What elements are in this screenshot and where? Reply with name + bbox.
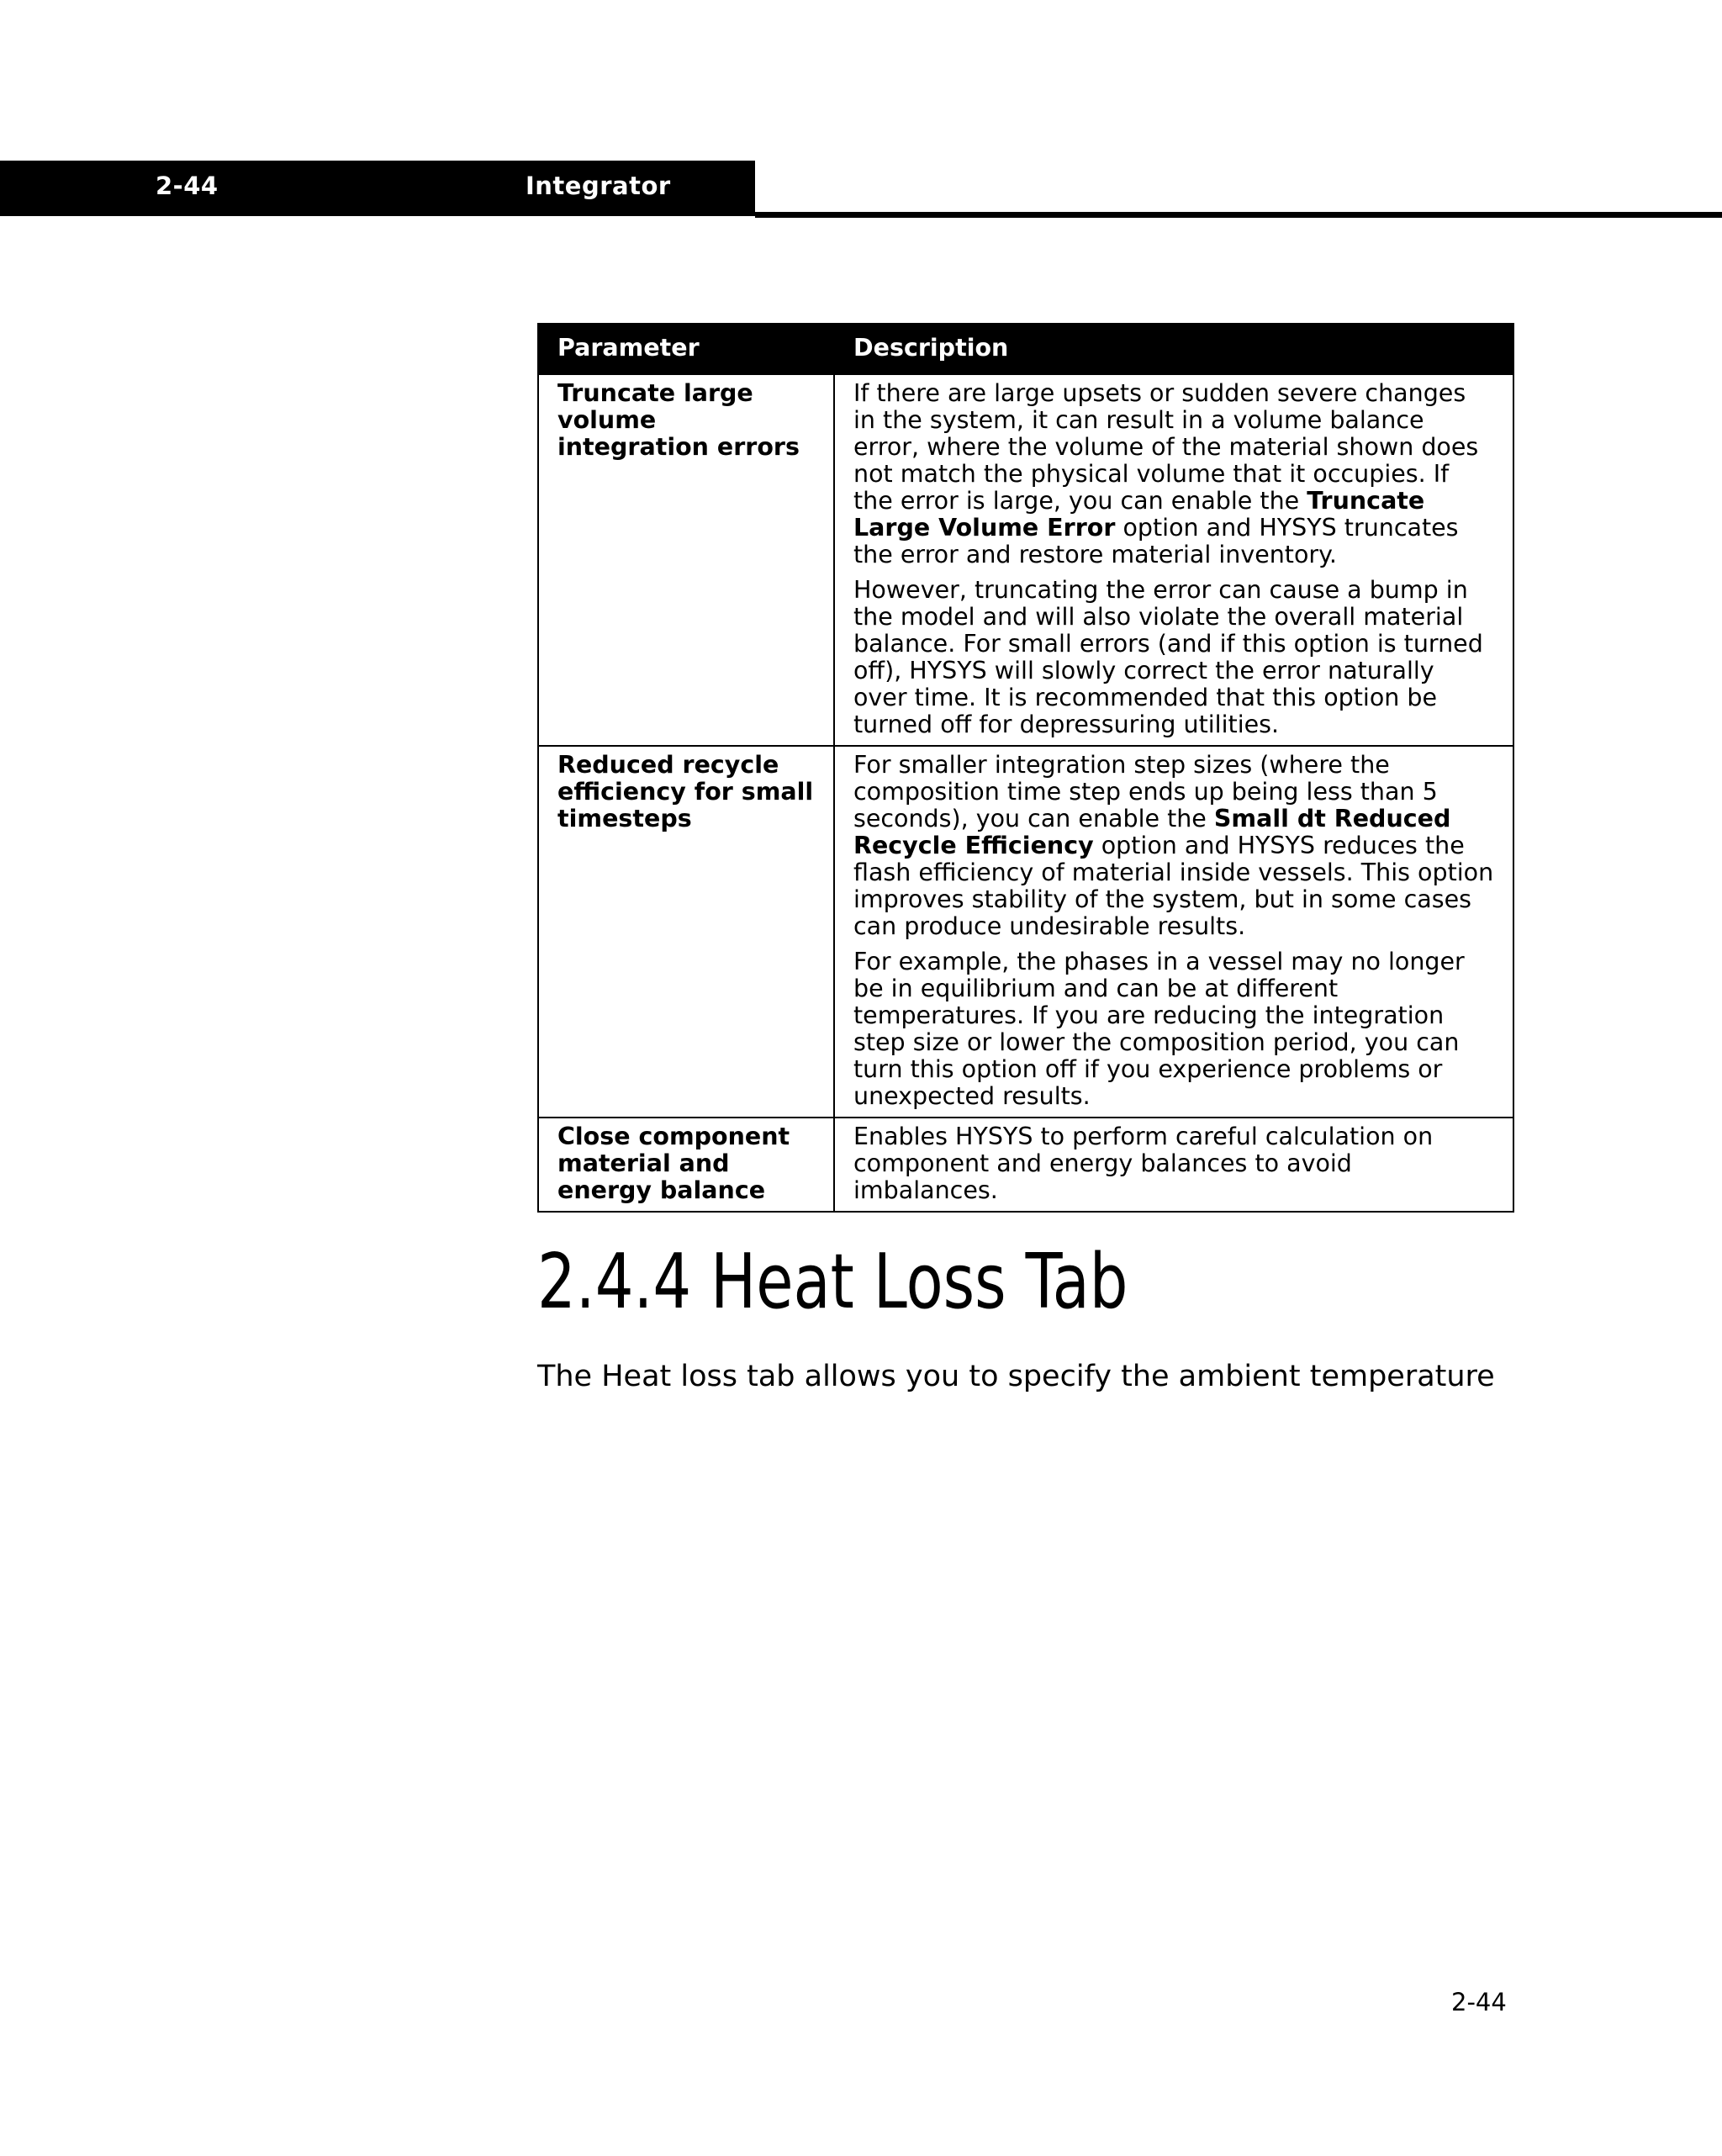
table-header-row: [538, 323, 1513, 374]
column-header-description: Description: [834, 323, 1513, 374]
description-paragraph: [853, 949, 1494, 1110]
table-row: [538, 374, 1513, 746]
table-row: [538, 746, 1513, 1118]
parameter-name: Truncate large volume integration errors: [538, 374, 834, 746]
description-text: option and HYSYS reduces the flash efficiency of material inside vessels. This option improves stability of the system, but in some cases can produce undesirable results.: [853, 832, 1494, 940]
description-text: If there are large upsets or sudden severe changes in the system, it can result in a volume balance error, where the volume of the material shown does not match the physical volume that it occupies. If the error is large, you can enable the: [853, 379, 1479, 515]
header-page-number: 2-44: [156, 172, 219, 200]
parameter-description: [834, 374, 1513, 746]
option-name-bold: Small dt Reduced Recycle Efficiency: [853, 805, 1451, 859]
description-paragraph: [853, 380, 1494, 568]
body-paragraph: The Heat loss tab allows you to specify the ambient temperature: [537, 1360, 1495, 1393]
description-text: option and HYSYS truncates the error and restore material inventory.: [853, 514, 1459, 568]
option-name-bold: Truncate Large Volume Error: [853, 487, 1425, 542]
parameter-description: [834, 746, 1513, 1118]
footer-page-number: 2-44: [1451, 1988, 1507, 2016]
description-text: Enables HYSYS to perform careful calculation on component and energy balances to avoid imbalances.: [853, 1123, 1434, 1204]
description-paragraph: [853, 752, 1494, 940]
table-row: [538, 1118, 1513, 1212]
description-text: For example, the phases in a vessel may no longer be in equilibrium and can be at different temperatures. If you are reducing the integration step size or lower the composition period, you can turn this option off if you experience problems or unexpected results.: [853, 948, 1465, 1110]
header-chapter-title: Integrator: [526, 172, 671, 200]
header-rule: [755, 212, 1722, 218]
section-title: 2.4.4 Heat Loss Tab: [537, 1238, 1128, 1326]
parameter-description: [834, 1118, 1513, 1212]
parameter-table: [537, 323, 1514, 1213]
description-text: For smaller integration step sizes (where the composition time step ends up being less than 5 seconds), you can enable the: [853, 751, 1438, 832]
parameter-name: Close component material and energy balance: [538, 1118, 834, 1212]
description-paragraph: [853, 1123, 1494, 1204]
description-text: However, truncating the error can cause a bump in the model and will also violate the overall material balance. For small errors (and if this option is turned off), HYSYS will slowly correct the error naturally over time. It is recommended that this option be turned off for depressuring utilities.: [853, 576, 1483, 738]
column-header-parameter: Parameter: [538, 323, 834, 374]
description-paragraph: [853, 577, 1494, 738]
parameter-name: Reduced recycle efficiency for small timesteps: [538, 746, 834, 1118]
